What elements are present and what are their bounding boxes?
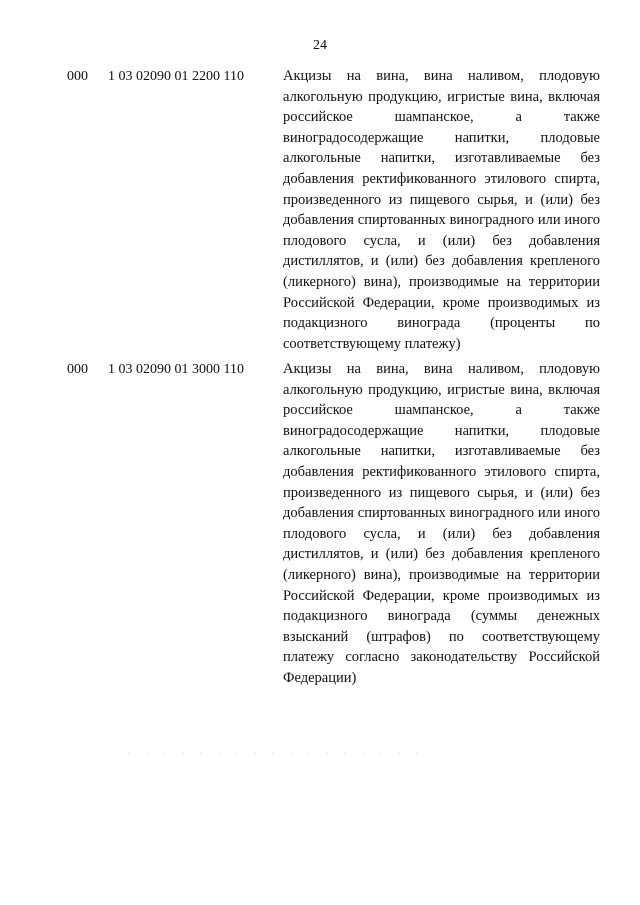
budget-classification-code: 1 03 02090 01 3000 110 xyxy=(108,362,244,377)
code-description: Акцизы на вина, вина наливом, плодовую алкогольную продукцию, игристые вина, включая российское шампанское, а также виноградосодержащие напитки, плодовые алкогольные напитки, изготавливаемые без добавления ректификованного этилового спирта, произведенного из пищевого сырья, и (или) без добавления спиртованных виноградного или иного плодового сусла, и (или) без добавления дистиллятов, и (или) без добавления крепленого (ликерного) вина), производимые на территории Российской Федерации, кроме производимых из подакцизного винограда (суммы денежных взысканий (штрафов) по соответствующему платежу согласно законодательству Российской Федерации) xyxy=(283,361,600,686)
admin-code: 000 xyxy=(67,362,88,377)
admin-code: 000 xyxy=(67,69,88,84)
budget-classification-code: 1 03 02090 01 2200 110 xyxy=(108,69,244,84)
scan-artifact xyxy=(120,752,420,754)
code-description: Акцизы на вина, вина наливом, плодовую алкогольную продукцию, игристые вина, включая российское шампанское, а также виноградосодержащие напитки, плодовые алкогольные напитки, изготавливаемые без добавления ректификованного этилового спирта, произведенного из пищевого сырья, и (или) без добавления спиртованных виноградного или иного плодового сусла, и (или) без добавления дистиллятов, и (или) без добавления крепленого (ликерного) вина), производимые на территории Российской Федерации, кроме производимых из подакцизного винограда (проценты по соответствующему платежу) xyxy=(283,68,600,352)
page-number: 24 xyxy=(313,38,327,53)
